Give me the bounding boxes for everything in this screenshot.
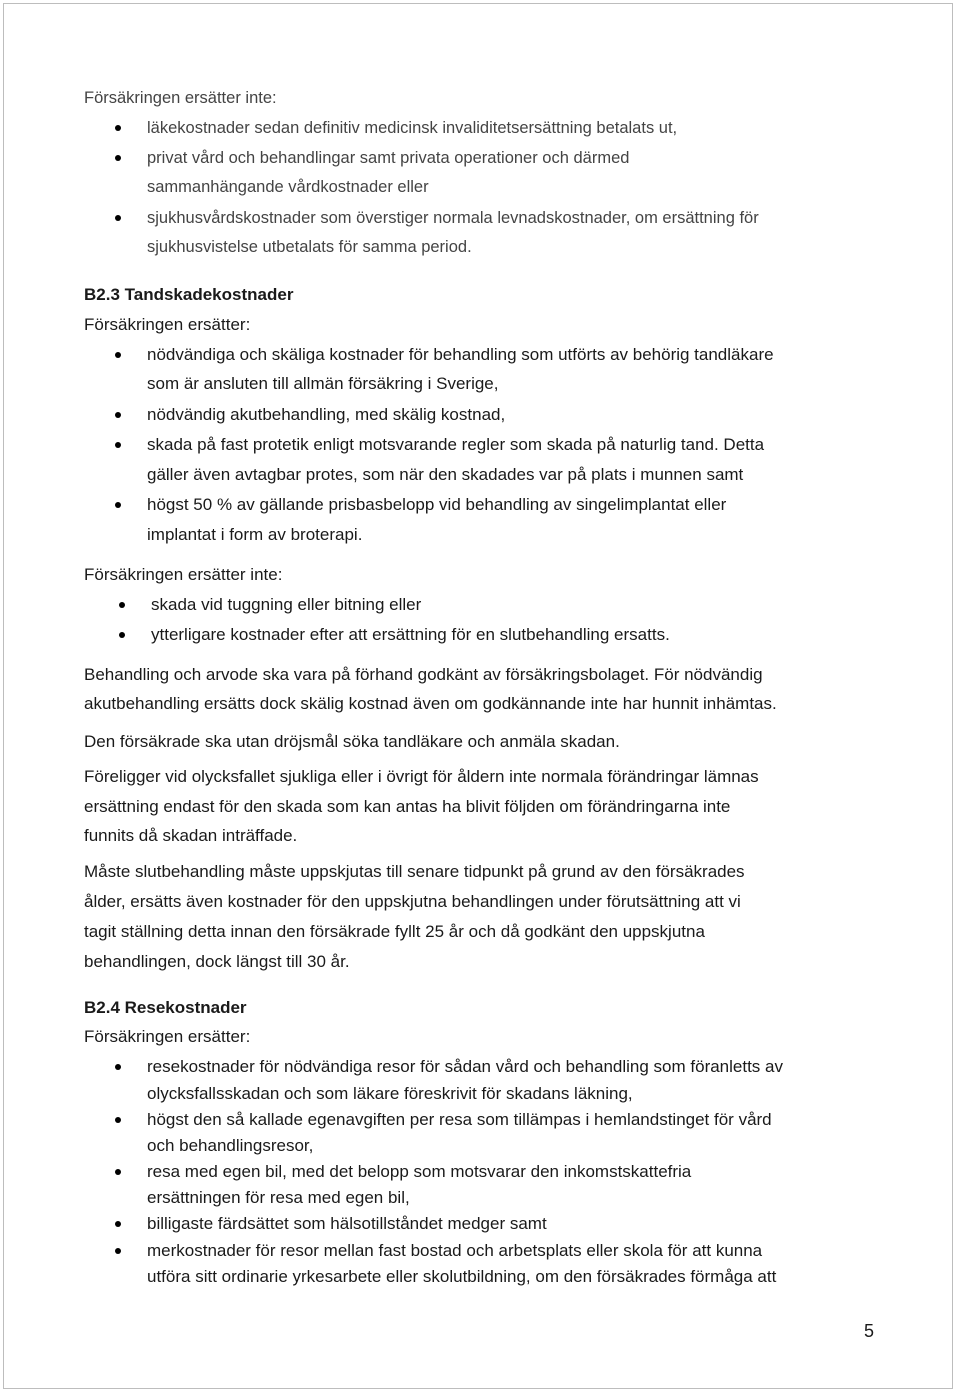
list-item-cont: implantat i form av broterapi. <box>147 525 363 544</box>
bullet-icon <box>115 155 121 161</box>
list-item-cont: sjukhusvistelse utbetalats för samma period. <box>147 238 472 256</box>
paragraph: Behandling och arvode ska vara på förhand godkänt av försäkringsbolaget. För nödvändig <box>84 665 763 684</box>
list-item: privat vård och behandlingar samt privata operationer och därmed <box>147 149 630 167</box>
paragraph: ersättning endast för den skada som kan antas ha blivit följden om förändringarna inte <box>84 797 731 816</box>
list-item-cont: sammanhängande vårdkostnader eller <box>147 178 429 196</box>
bullet-icon <box>115 502 121 508</box>
bullet-icon <box>119 602 125 608</box>
paragraph: Föreligger vid olycksfallet sjukliga eller i övrigt för åldern inte normala förändringar lämnas <box>84 767 759 786</box>
list-item-cont: som är ansluten till allmän försäkring i Sverige, <box>147 374 499 393</box>
paragraph: behandlingen, dock längst till 30 år. <box>84 952 350 971</box>
section-a-intro: Försäkringen ersätter inte: <box>84 89 277 107</box>
section-heading: B2.3 Tandskadekostnader <box>84 285 294 304</box>
list-item: läkekostnader sedan definitiv medicinsk invaliditetsersättning betalats ut, <box>147 119 678 137</box>
bullet-icon <box>115 352 121 358</box>
section-intro: Försäkringen ersätter: <box>84 1027 251 1046</box>
list-item: nödvändig akutbehandling, med skälig kostnad, <box>147 405 506 424</box>
bullet-icon <box>115 1248 121 1254</box>
section-intro: Försäkringen ersätter: <box>84 315 251 334</box>
list-item: högst den så kallade egenavgiften per resa som tillämpas i hemlandstinget för vård <box>147 1110 772 1129</box>
bullet-icon <box>115 125 121 131</box>
bullet-icon <box>115 1064 121 1070</box>
paragraph: akutbehandling ersätts dock skälig kostnad även om godkännande inte har hunnit inhämtas. <box>84 694 777 713</box>
paragraph: funnits då skadan inträffade. <box>84 826 298 845</box>
list-item-cont: utföra sitt ordinarie yrkesarbete eller skolutbildning, om den försäkrades förmåga att <box>147 1267 777 1286</box>
list-item: skada vid tuggning eller bitning eller <box>151 595 422 614</box>
paragraph: Den försäkrade ska utan dröjsmål söka tandläkare och anmäla skadan. <box>84 732 620 751</box>
bullet-icon <box>115 1117 121 1123</box>
list-item: resa med egen bil, med det belopp som motsvarar den inkomstskattefria <box>147 1162 692 1181</box>
list-item-cont: och behandlingsresor, <box>147 1136 314 1155</box>
bullet-icon <box>115 412 121 418</box>
exclusions-intro: Försäkringen ersätter inte: <box>84 565 283 584</box>
bullet-icon <box>115 442 121 448</box>
page-number: 5 <box>864 1321 875 1341</box>
list-item-cont: olycksfallsskadan och som läkare föreskrivit för skadans läkning, <box>147 1084 633 1103</box>
list-item: resekostnader för nödvändiga resor för sådan vård och behandling som föranletts av <box>147 1057 783 1076</box>
paragraph: Måste slutbehandling måste uppskjutas till senare tidpunkt på grund av den försäkrades <box>84 862 745 881</box>
bullet-icon <box>115 1169 121 1175</box>
list-item-cont: ersättningen för resa med egen bil, <box>147 1188 410 1207</box>
paragraph: ålder, ersätts även kostnader för den uppskjutna behandlingen under förutsättning att vi <box>84 892 741 911</box>
list-item: sjukhusvårdskostnader som överstiger normala levnadskostnader, om ersättning för <box>147 209 759 227</box>
paragraph: tagit ställning detta innan den försäkrade fyllt 25 år och då godkänt den uppskjutna <box>84 922 705 941</box>
section-heading: B2.4 Resekostnader <box>84 998 247 1017</box>
bullet-icon <box>119 632 125 638</box>
list-item: merkostnader för resor mellan fast bostad och arbetsplats eller skola för att kunna <box>147 1241 763 1260</box>
bullet-icon <box>115 215 121 221</box>
list-item: billigaste färdsättet som hälsotillståndet medger samt <box>147 1214 547 1233</box>
list-item-cont: gäller även avtagbar protes, som när den skadades var på plats i munnen samt <box>147 465 744 484</box>
list-item: högst 50 % av gällande prisbasbelopp vid behandling av singelimplantat eller <box>147 495 727 514</box>
list-item: skada på fast protetik enligt motsvarande regler som skada på naturlig tand. Detta <box>147 435 765 454</box>
bullet-icon <box>115 1221 121 1227</box>
list-item: nödvändiga och skäliga kostnader för behandling som utförts av behörig tandläkare <box>147 345 774 364</box>
list-item: ytterligare kostnader efter att ersättning för en slutbehandling ersatts. <box>151 625 670 644</box>
